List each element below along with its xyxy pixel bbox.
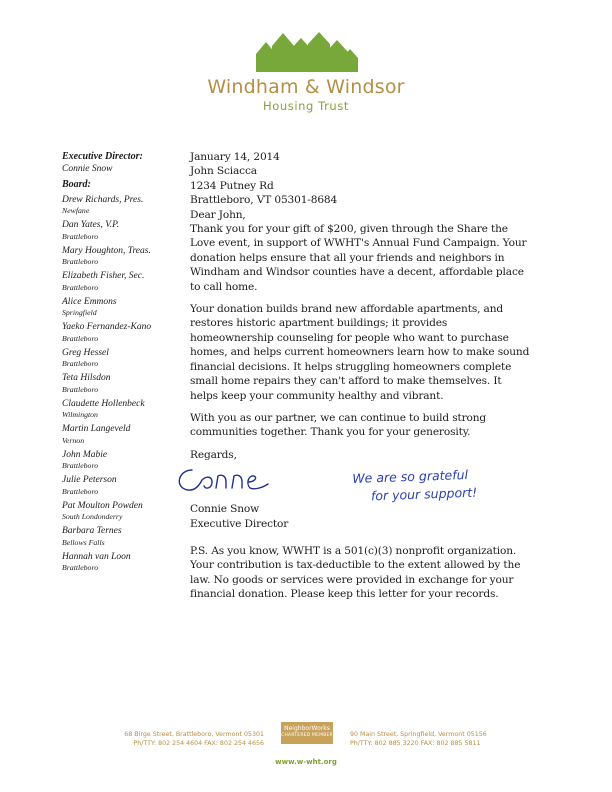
member-town: Brattleboro bbox=[62, 563, 99, 572]
board-member bbox=[62, 424, 180, 446]
board-member bbox=[62, 501, 180, 523]
member-name: Julie Peterson bbox=[62, 475, 117, 485]
member-name: Drew Richards, Pres. bbox=[62, 194, 144, 205]
member-name: Elizabeth Fisher, Sec. bbox=[62, 271, 145, 281]
member-name: Alice Emmons bbox=[62, 296, 117, 307]
logo-subtitle: Housing Trust bbox=[262, 99, 350, 113]
letter-date: January 14, 2014 bbox=[190, 151, 280, 163]
member-town: South Londonderry bbox=[62, 512, 123, 521]
springfield-office bbox=[350, 730, 487, 748]
member-name: Greg Hessel bbox=[62, 347, 109, 358]
body-paragraph: Thank you for your gift of $200, given through the Share the Love event, in support of WWHT's Annual Fund Campaign. Your donation helps ensure that all your friends and neighbors in Windham and Windsor counties have a decent, affordable place to call home. bbox=[190, 223, 527, 293]
address-line: John Sciacca bbox=[190, 165, 257, 178]
board-member bbox=[62, 271, 180, 293]
signature-scribble bbox=[172, 462, 292, 498]
member-name: Martin Langeveld bbox=[62, 424, 131, 434]
neighborworks-badge bbox=[281, 722, 333, 744]
board-member bbox=[62, 220, 180, 242]
body-paragraph: Your donation builds brand new affordable apartments, and restores historic apartment buildings; it provides homeownership counseling for people who want to purchase homes, and helps current homeowners learn how to make sound financial decisions. It helps struggling homeowners complete small home repairs they can't afford to make themselves. It helps keep your community healthy and vibrant. bbox=[190, 303, 530, 402]
office-address: 90 Main Street, Springfield, Vermont 05156 bbox=[350, 731, 487, 738]
member-town: Brattleboro bbox=[62, 384, 99, 394]
board-member bbox=[62, 475, 180, 497]
letter-body bbox=[190, 150, 530, 602]
signer-title: Executive Director bbox=[190, 517, 289, 530]
office-phone: Ph/TTY: 802 885 3220 FAX: 802 885 5811 bbox=[350, 740, 481, 747]
board-member bbox=[62, 246, 180, 268]
member-name: Dan Yates, V.P. bbox=[62, 220, 120, 230]
member-name: Yaeko Fernandez-Kano bbox=[62, 322, 152, 332]
member-town: Brattleboro bbox=[62, 359, 99, 368]
board-sidebar bbox=[62, 150, 180, 573]
member-town: Brattleboro bbox=[62, 333, 99, 343]
board-member bbox=[62, 399, 180, 421]
website-link[interactable]: www.w-wht.org bbox=[275, 758, 337, 766]
address-line: 1234 Putney Rd bbox=[190, 179, 274, 192]
member-town: Brattleboro bbox=[62, 461, 99, 470]
body-paragraph: With you as our partner, we can continue to build strong communities together. Thank you for your generosity. bbox=[190, 411, 487, 439]
salutation: Dear John, bbox=[190, 208, 246, 221]
board-member bbox=[62, 348, 180, 370]
brattleboro-office bbox=[124, 730, 264, 748]
member-town: Bellows Falls bbox=[62, 537, 105, 547]
member-name: Claudette Hollenbeck bbox=[62, 398, 145, 409]
member-town: Brattleboro bbox=[62, 257, 99, 266]
board-title: Board: bbox=[62, 178, 91, 190]
member-name: Teta Hilsdon bbox=[62, 373, 111, 383]
handwritten-line: We are so grateful bbox=[352, 466, 469, 486]
office-phone: Ph/TTY: 802 254 4604 FAX: 802 254 4656 bbox=[133, 740, 264, 747]
member-name: John Mabie bbox=[62, 449, 108, 460]
exec-director-title: Executive Director: bbox=[62, 151, 143, 162]
address-line: Brattleboro, VT 05301-8684 bbox=[190, 194, 338, 207]
member-name: Pat Moulton Powden bbox=[62, 500, 143, 511]
badge-title: NeighborWorks bbox=[284, 725, 330, 732]
member-name: Barbara Ternes bbox=[62, 526, 122, 536]
member-town: Springfield bbox=[62, 308, 97, 317]
logo-name: Windham & Windsor bbox=[207, 76, 405, 98]
board-member bbox=[62, 297, 180, 319]
handwritten-line: for your support! bbox=[370, 484, 478, 504]
letterhead-logo bbox=[0, 30, 612, 113]
member-town: Brattleboro bbox=[62, 486, 99, 496]
member-town: Newfane bbox=[62, 206, 90, 215]
board-member-list bbox=[62, 195, 180, 574]
signer-name: Connie Snow bbox=[190, 503, 260, 516]
member-town: Brattleboro bbox=[62, 231, 99, 241]
board-member bbox=[62, 526, 180, 548]
handwritten-note bbox=[352, 462, 573, 506]
closing: Regards, bbox=[190, 448, 237, 461]
badge-subtitle: CHARTERED MEMBER bbox=[281, 733, 333, 738]
member-name: Hannah van Loon bbox=[62, 551, 131, 562]
member-town: Brattleboro bbox=[62, 282, 99, 292]
board-member bbox=[62, 322, 180, 344]
board-member bbox=[62, 373, 180, 395]
board-member bbox=[62, 195, 180, 217]
recipient-address bbox=[190, 164, 530, 207]
exec-director-name: Connie Snow bbox=[62, 164, 113, 174]
postscript: P.S. As you know, WWHT is a 501(c)(3) nonprofit organization. Your contribution is tax-deductible to the extent allowed by the law. No goods or services were provided in exchange for your financial donation. Please keep this letter for your records. bbox=[190, 544, 521, 601]
office-address: 68 Birge Street, Brattleboro, Vermont 05301 bbox=[124, 731, 264, 738]
board-member bbox=[62, 450, 180, 472]
houses-logo-icon bbox=[254, 30, 358, 74]
member-town: Wilmington bbox=[62, 410, 98, 419]
board-member bbox=[62, 552, 180, 574]
member-name: Mary Houghton, Treas. bbox=[62, 245, 151, 256]
member-town: Vernon bbox=[62, 435, 85, 445]
